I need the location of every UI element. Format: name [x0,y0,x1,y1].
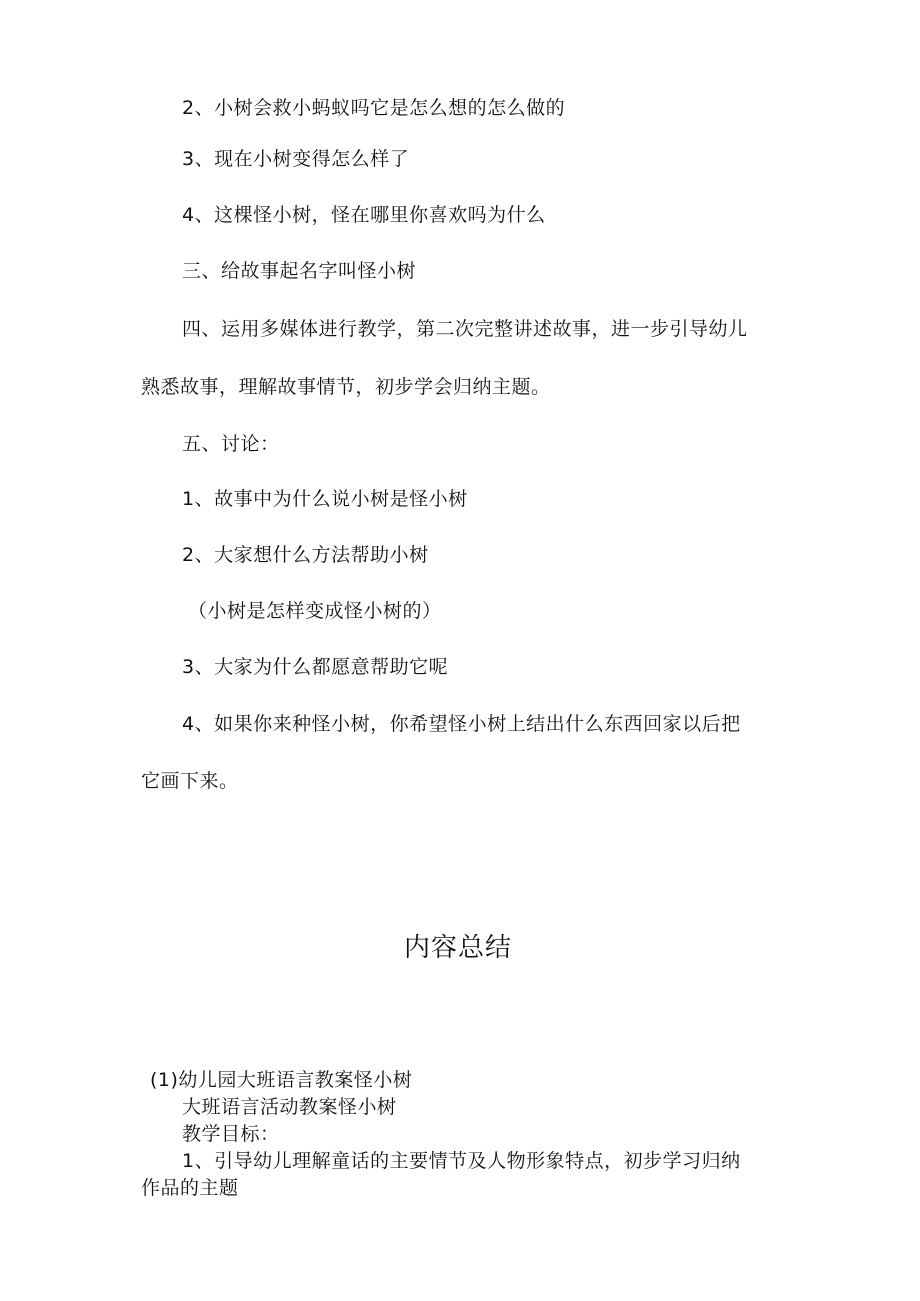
text-line: 2、大家想什么方法帮助小树 [182,544,429,566]
summary-line: 大班语言活动教案怪小树 [182,1096,397,1118]
text-line: 四、运用多媒体进行教学，第二次完整讲述故事，进一步引导幼儿 [182,318,748,340]
text-line: （小树是怎样变成怪小树的） [188,600,442,622]
text-line: 2、小树会救小蚂蚁吗它是怎么想的怎么做的 [182,97,566,119]
text-line: 1、故事中为什么说小树是怪小树 [182,488,468,510]
text-line: 五、讨论： [182,433,280,455]
summary-line: 1、引导幼儿理解童话的主要情节及人物形象特点，初步学习归纳 [182,1150,741,1172]
text-line: 4、这棵怪小树，怪在哪里你喜欢吗为什么 [182,204,546,226]
text-line: 熟悉故事，理解故事情节，初步学会归纳主题。 [141,376,551,398]
summary-line: 作品的主题 [141,1177,239,1199]
text-line: 3、现在小树变得怎么样了 [182,148,410,170]
summary-line: (1)幼儿园大班语言教案怪小树 [150,1069,413,1091]
text-line: 4、如果你来种怪小树，你希望怪小树上结出什么东西回家以后把 [182,713,741,735]
text-line: 它画下来。 [141,770,239,792]
text-line: 三、给故事起名字叫怪小树 [182,260,417,282]
summary-line: 教学目标： [182,1123,280,1145]
text-line: 3、大家为什么都愿意帮助它呢 [182,656,449,678]
summary-title: 内容总结 [404,933,513,963]
